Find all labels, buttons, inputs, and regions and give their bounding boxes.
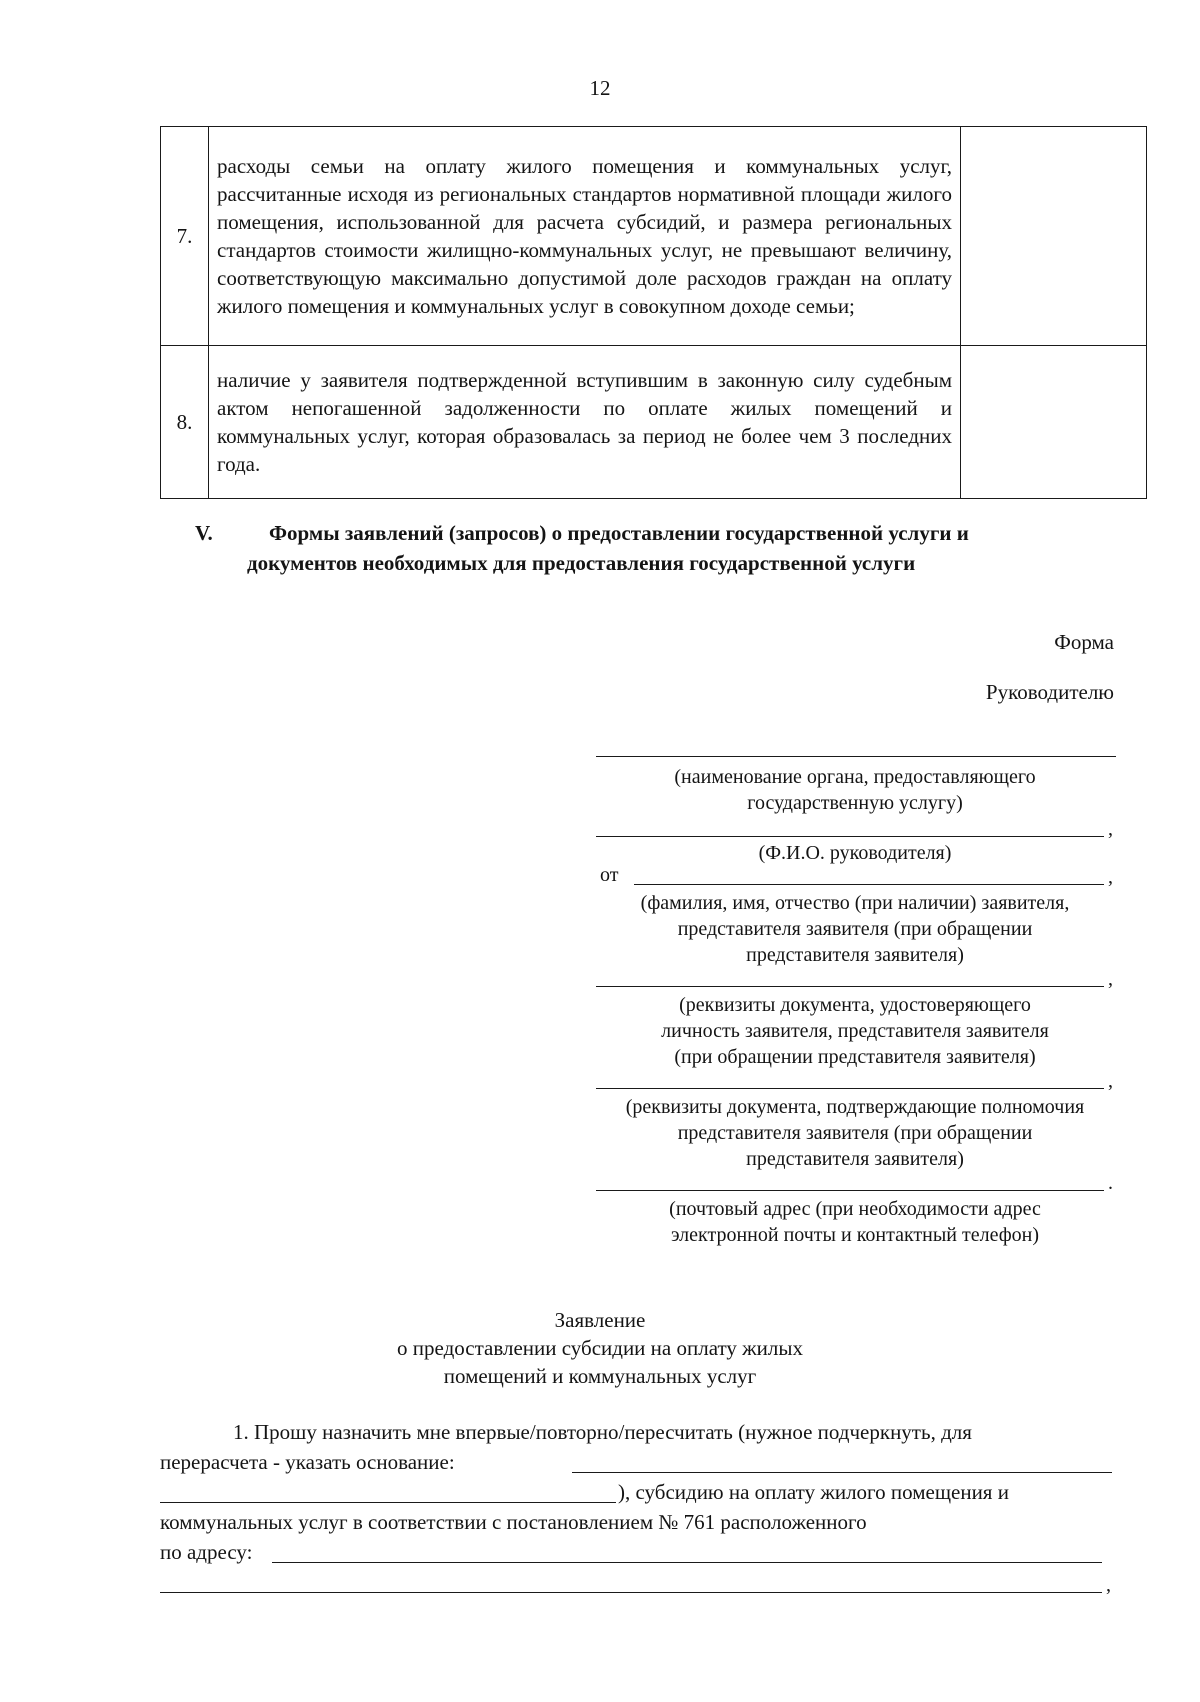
comma: , — [1108, 1070, 1113, 1092]
statement-subtitle: помещений и коммунальных услуг — [443, 1364, 757, 1388]
comma: , — [1108, 968, 1113, 990]
row-text: расходы семьи на оплату жилого помещения и коммунальных услуг, рассчитанные исходя из региональных стандартов нормативной площади жилого помещения, использованной для расчета субсидий, и размера региональных стандартов стоимости жилищно-коммунальных услуг, не превышают величину, соответствующую максимально допустимой доле расходов граждан на оплату жилого помещения и коммунальных услуг в совокупном доходе семьи; — [209, 127, 961, 346]
head-caption: (Ф.И.О. руководителя) — [758, 842, 952, 864]
recipient-label: Руководителю — [985, 680, 1114, 704]
paragraph-line: перерасчета - указать основание: — [160, 1450, 455, 1474]
applicant-fill-line — [634, 884, 1104, 885]
address-caption: электронной почты и контактный телефон) — [670, 1224, 1040, 1246]
paragraph-line: по адресу: — [160, 1540, 253, 1564]
row-number: 8. — [161, 346, 209, 499]
address-fill-line — [596, 1190, 1104, 1191]
period: . — [1108, 1172, 1113, 1194]
head-name-fill-line — [596, 836, 1104, 837]
organ-fill-line — [596, 756, 1116, 757]
comma: , — [1108, 818, 1113, 840]
recalc-basis-fill-line — [572, 1472, 1112, 1473]
address-fill-line — [160, 1592, 1102, 1593]
applicant-caption: (фамилия, имя, отчество (при наличии) заявителя, — [640, 892, 1070, 914]
id-document-fill-line — [596, 986, 1104, 987]
applicant-caption: представителя заявителя (при обращении — [677, 918, 1033, 940]
statement-title: Заявление — [554, 1308, 646, 1332]
id-document-caption: (реквизиты документа, удостоверяющего — [679, 994, 1031, 1016]
address-fill-line — [272, 1562, 1102, 1563]
page-number: 12 — [589, 76, 611, 100]
section-number: V. — [195, 521, 213, 545]
organ-caption: (наименование органа, предоставляющего — [674, 766, 1036, 788]
row-number: 7. — [161, 127, 209, 346]
applicant-caption: представителя заявителя) — [746, 944, 964, 966]
authority-caption: представителя заявителя (при обращении — [677, 1122, 1033, 1144]
authority-fill-line — [596, 1088, 1104, 1089]
paragraph-line: коммунальных услуг в соответствии с постановлением № 761 расположенного — [160, 1510, 867, 1534]
address-caption: (почтовый адрес (при необходимости адрес — [669, 1198, 1041, 1220]
id-document-caption: (при обращении представителя заявителя) — [674, 1046, 1036, 1068]
statement-subtitle: о предоставлении субсидии на оплату жилых — [397, 1336, 803, 1360]
form-label: Форма — [1054, 630, 1114, 654]
authority-caption: представителя заявителя) — [746, 1148, 964, 1170]
id-document-caption: личность заявителя, представителя заявителя — [661, 1020, 1049, 1042]
section-title-line: Формы заявлений (запросов) о предоставлении государственной услуги и — [269, 521, 969, 545]
paragraph-line: 1. Прошу назначить мне впервые/повторно/пересчитать (нужное подчеркнуть, для — [233, 1420, 972, 1444]
from-label: от — [600, 864, 619, 886]
row-mark-cell — [961, 127, 1147, 346]
authority-caption: (реквизиты документа, подтверждающие полномочия — [625, 1096, 1085, 1118]
comma: , — [1106, 1574, 1111, 1596]
table-row — [161, 127, 1147, 346]
criteria-table — [160, 126, 1147, 499]
organ-caption: государственную услугу) — [747, 792, 963, 814]
section-title-line: документов необходимых для предоставления государственной услуги — [247, 551, 916, 575]
comma: , — [1108, 866, 1113, 888]
table-row — [161, 346, 1147, 499]
paragraph-line: ), субсидию на оплату жилого помещения и — [618, 1480, 1009, 1504]
row-text: наличие у заявителя подтвержденной вступившим в законную силу судебным актом непогашенной задолженности по оплате жилых помещений и коммунальных услуг, которая образовалась за период не более чем 3 последних года. — [209, 346, 961, 499]
recalc-basis-fill-line — [160, 1502, 616, 1503]
row-mark-cell — [961, 346, 1147, 499]
